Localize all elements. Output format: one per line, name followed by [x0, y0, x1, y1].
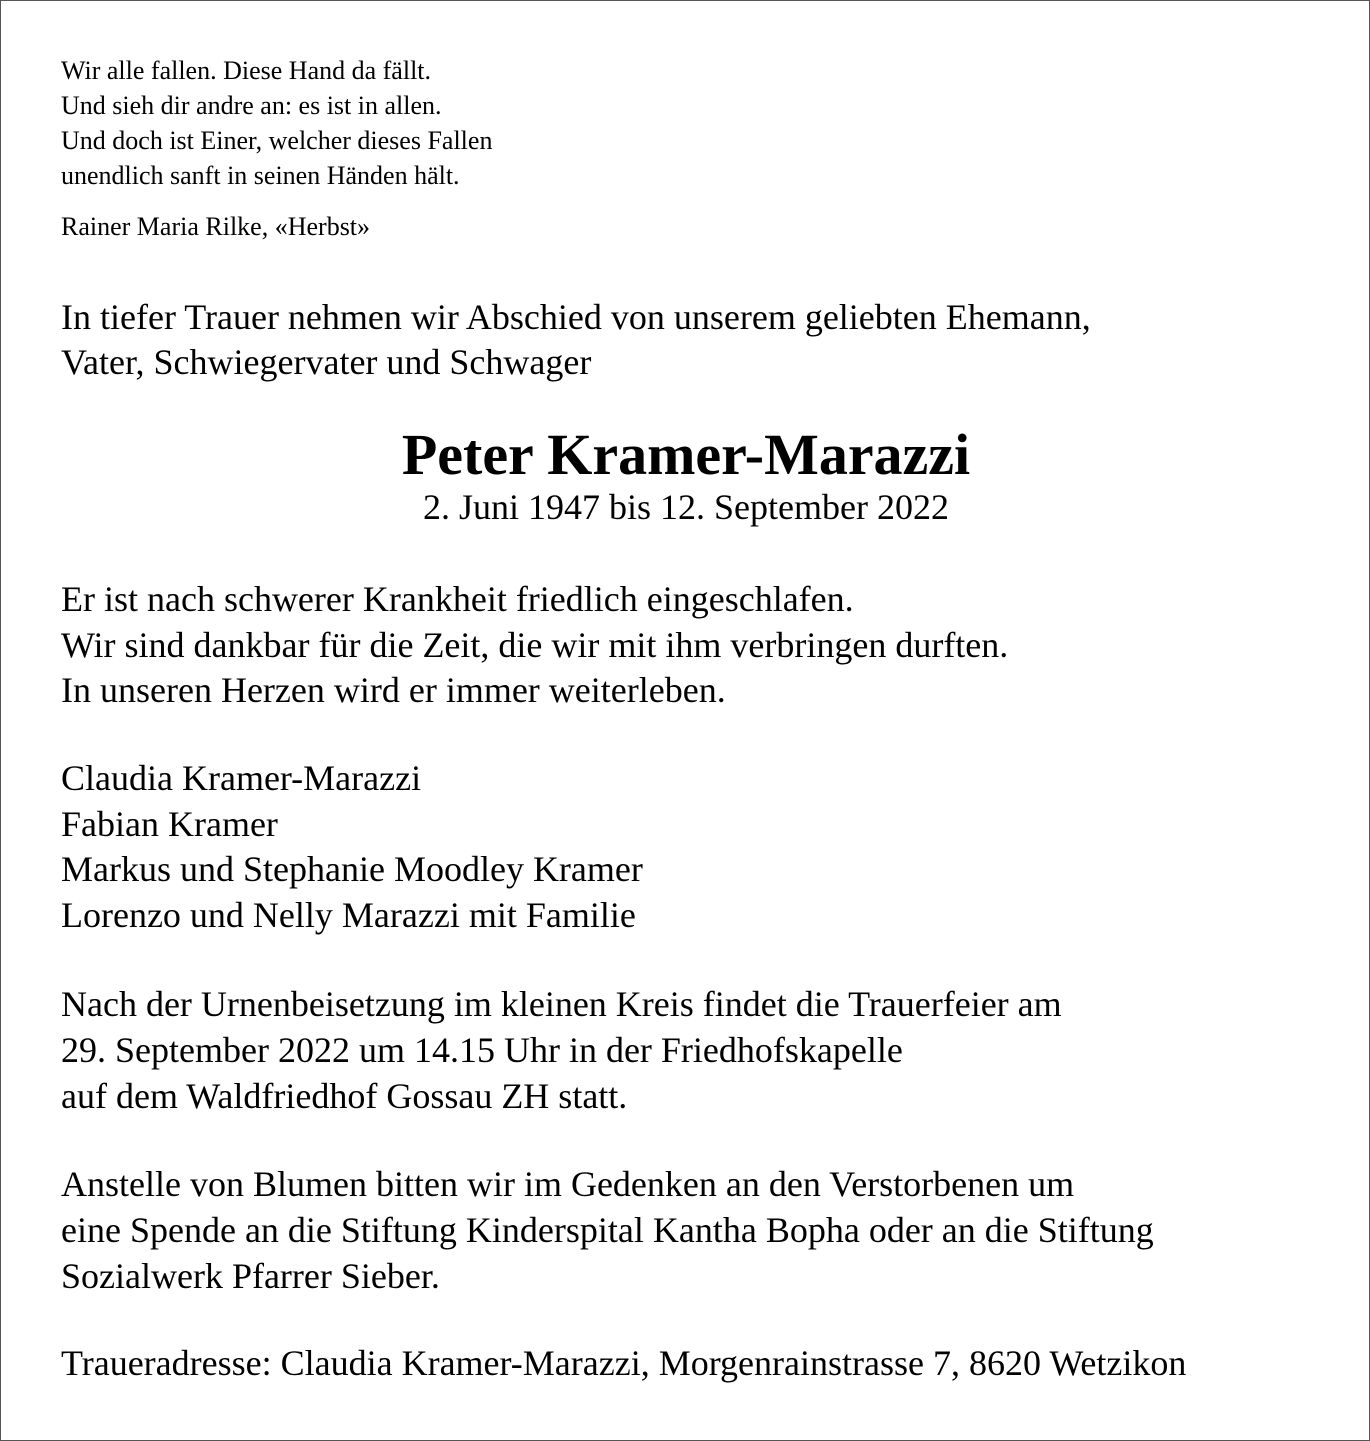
poem-line: Und sieh dir andre an: es ist in allen.: [61, 91, 442, 120]
mourner-name: Claudia Kramer-Marazzi: [61, 758, 422, 798]
mourner-name: Markus und Stephanie Moodley Kramer: [61, 849, 643, 889]
donation-line: Anstelle von Blumen bitten wir im Gedenken an den Verstorbenen um: [61, 1164, 1075, 1204]
intro-line: Vater, Schwiegervater und Schwager: [61, 342, 592, 382]
mourning-address: Traueradresse: Claudia Kramer-Marazzi, Morgenrainstrasse 7, 8620 Wetzikon: [61, 1343, 1187, 1383]
poem-line: unendlich sanft in seinen Händen hält.: [61, 161, 460, 190]
message-line: Wir sind dankbar für die Zeit, die wir mit ihm verbringen durften.: [61, 624, 1009, 665]
donation-line: Sozialwerk Pfarrer Sieber.: [61, 1256, 440, 1296]
farewell-message: [61, 577, 1008, 714]
message-line: In unseren Herzen wird er immer weiterleben.: [61, 670, 726, 710]
rilke-poem: [61, 53, 492, 193]
mourners-list: [61, 756, 643, 938]
poem-attribution: Rainer Maria Rilke, «Herbst»: [61, 212, 371, 241]
message-line: Er ist nach schwerer Krankheit friedlich eingeschlafen.: [61, 579, 854, 619]
poem-line: Und doch ist Einer, welcher dieses Fallen: [61, 126, 493, 155]
life-dates: 2. Juni 1947 bis 12. September 2022: [423, 487, 949, 527]
ceremony-line: auf dem Waldfriedhof Gossau ZH statt.: [61, 1076, 628, 1116]
donation-line: eine Spende an die Stiftung Kinderspital Kantha Bopha oder an die Stiftung: [61, 1210, 1154, 1250]
deceased-name: Peter Kramer-Marazzi: [401, 422, 971, 487]
intro-text: [61, 295, 1091, 385]
ceremony-info: [61, 981, 1062, 1119]
ceremony-line: 29. September 2022 um 14.15 Uhr in der Friedhofskapelle: [61, 1030, 903, 1070]
ceremony-line: Nach der Urnenbeisetzung im kleinen Kreis findet die Trauerfeier am: [61, 984, 1062, 1024]
donation-request: [61, 1161, 1154, 1299]
mourner-name: Fabian Kramer: [61, 803, 278, 844]
mourner-name: Lorenzo und Nelly Marazzi mit Familie: [61, 894, 636, 935]
poem-line: Wir alle fallen. Diese Hand da fällt.: [61, 56, 432, 85]
intro-line: In tiefer Trauer nehmen wir Abschied von unserem geliebten Ehemann,: [61, 297, 1091, 337]
